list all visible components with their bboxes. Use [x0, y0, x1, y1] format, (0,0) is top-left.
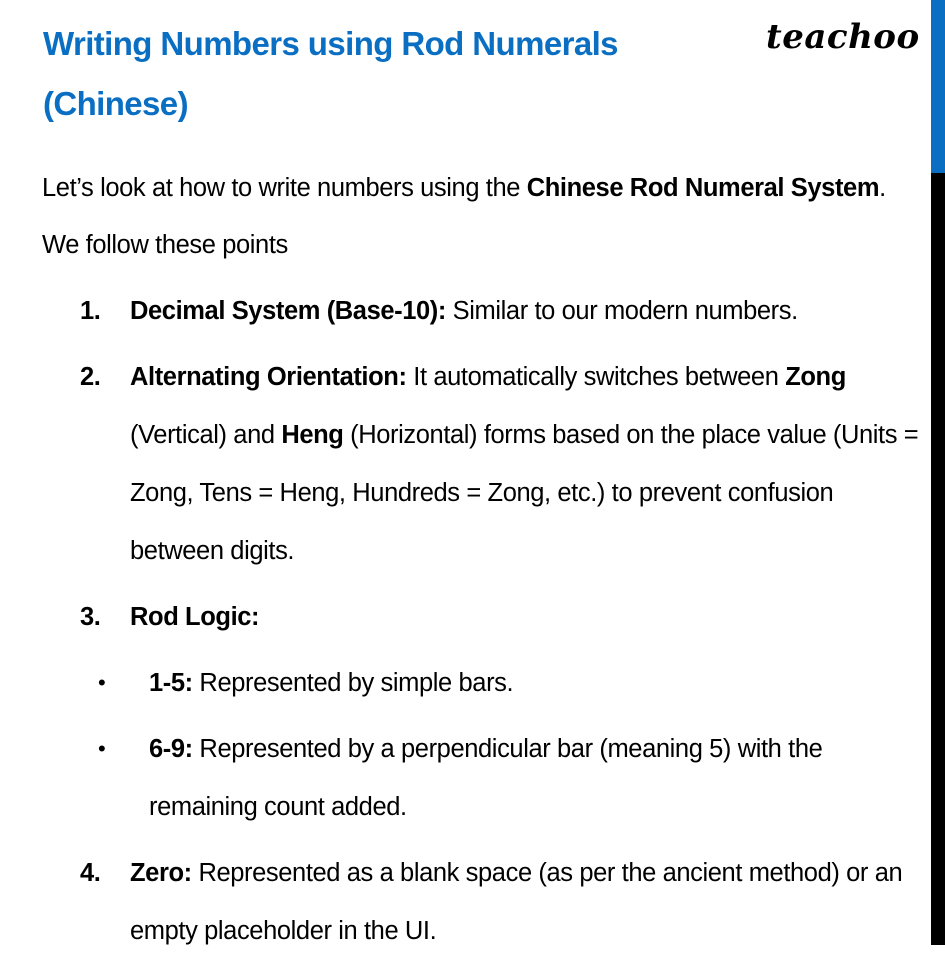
list-item-text: Similar to our modern numbers.: [445, 297, 798, 325]
list-item-text: Represented as a blank space (as per the ancient method) or an empty placeholder in the UI.: [130, 859, 903, 945]
list-item-text-2: (Vertical) and: [130, 421, 282, 449]
term-heng: Heng: [281, 421, 344, 449]
sublist-item-6-9: [42, 720, 922, 836]
content-body: [42, 160, 922, 960]
list-item-label: Rod Logic:: [130, 603, 260, 631]
intro-bold-term: Chinese Rod Numeral System: [526, 174, 880, 202]
page-title: Writing Numbers using Rod Numerals (Chinese): [43, 25, 618, 122]
list-item-text-3: (Horizontal) forms based on the place value (Units = Zong, Tens = Heng, Hundreds = Zong, etc.) to prevent confusion between digits.: [130, 421, 919, 565]
term-zong: Zong: [785, 363, 846, 391]
list-item-label: Alternating Orientation:: [130, 363, 407, 391]
intro-paragraph: [42, 160, 922, 274]
sublist-item-text: Represented by simple bars.: [192, 669, 514, 697]
list-item-alternating-orientation: [42, 348, 922, 580]
list-item-rod-logic: [42, 588, 922, 646]
list-number: 4.: [80, 859, 101, 887]
list-number: 2.: [80, 363, 101, 391]
side-accent-bar-black: [931, 173, 945, 945]
side-accent-bar-blue: [931, 0, 945, 173]
sublist-item-1-5: [42, 654, 922, 712]
bullet-icon: •: [98, 736, 106, 761]
list-number: 1.: [80, 297, 101, 325]
intro-text-2: . We follow these points: [42, 174, 886, 259]
intro-text-1: Let’s look at how to write numbers using the: [42, 174, 527, 202]
sublist-item-text: Represented by a perpendicular bar (meaning 5) with the remaining count added.: [149, 735, 823, 821]
sublist-item-label: 1-5:: [149, 669, 193, 697]
bullet-icon: •: [98, 670, 106, 695]
list-item-decimal-system: [42, 282, 922, 340]
list-item-text-1: It automatically switches between: [406, 363, 786, 391]
sublist-item-label: 6-9:: [149, 735, 193, 763]
teachoo-logo: teachoo: [766, 17, 920, 57]
list-item-label: Zero:: [130, 859, 192, 887]
list-item-label: Decimal System (Base-10):: [130, 297, 446, 325]
list-item-zero: [42, 844, 922, 960]
list-number: 3.: [80, 603, 101, 631]
